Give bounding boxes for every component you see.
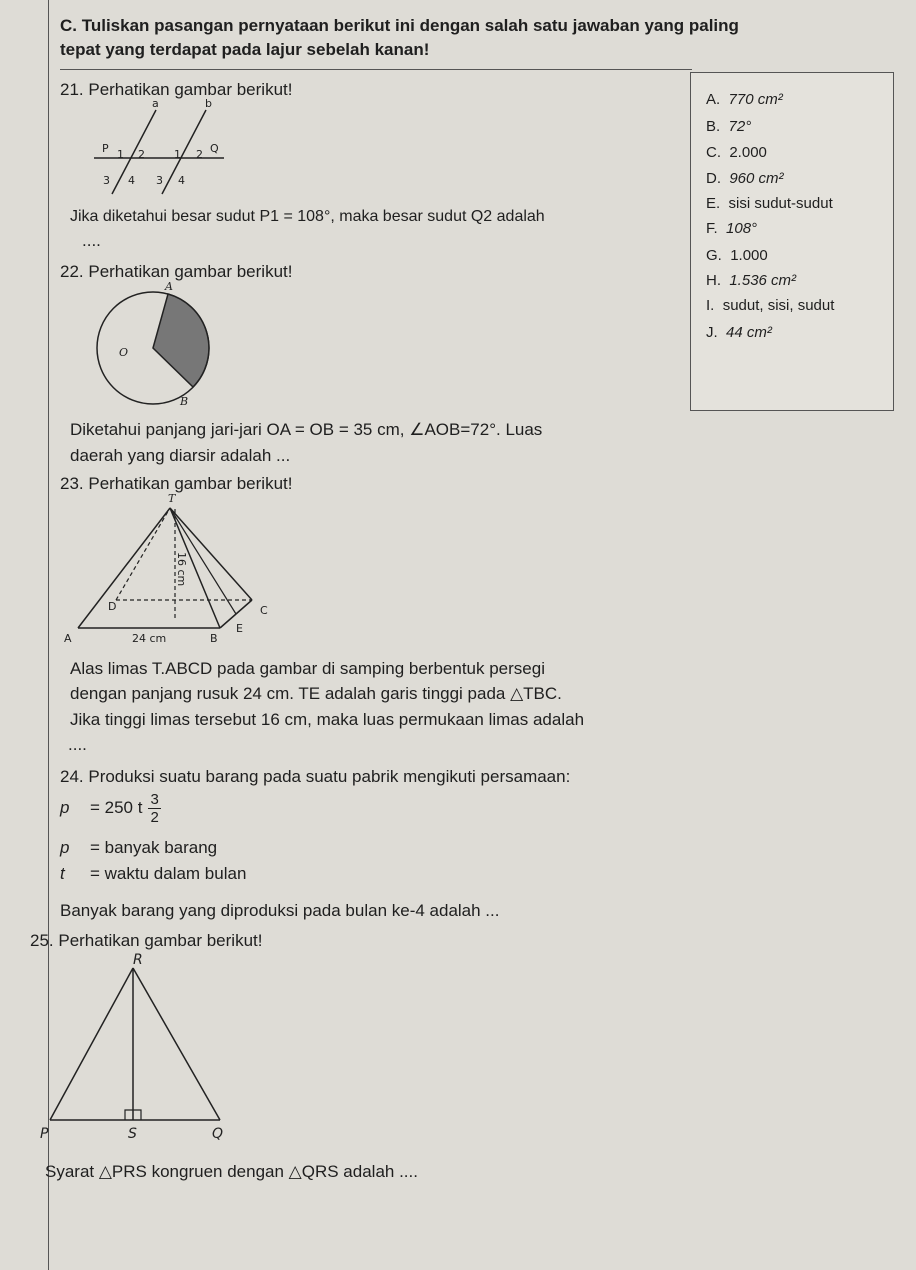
q22-line-2: daerah yang diarsir adalah ...: [70, 446, 291, 465]
q23-label-base: 24 cm: [132, 632, 167, 645]
q21-label-q: Q: [210, 142, 219, 155]
instruction-line-1: C. Tuliskan pasangan pernyataan berikut ini dengan salah satu jawaban yang paling: [60, 16, 739, 35]
q23-line-2: dengan panjang rusuk 24 cm. TE adalah garis tinggi pada △TBC.: [70, 684, 562, 703]
q24-def-t: t = waktu dalam bulan: [60, 864, 247, 883]
q23-title: 23. Perhatikan gambar berikut!: [60, 474, 293, 493]
q21-label-q3: 3: [156, 174, 163, 187]
q23-pyramid-figure: [60, 490, 280, 650]
q21-parallel-lines-figure: [90, 98, 230, 198]
option-e: E. sisi sudut-sudut: [706, 195, 833, 212]
header-divider: [60, 69, 692, 70]
q24-eq-num: 3: [150, 790, 159, 808]
q24-eq-den: 2: [150, 808, 159, 826]
q23-label-d: D: [108, 600, 117, 613]
q23-tail: ....: [68, 735, 87, 754]
q21-label-q2: 2: [196, 148, 203, 161]
q22-label-a: A: [165, 280, 173, 293]
instruction-line-2: tepat yang terdapat pada lajur sebelah kanan!: [60, 40, 430, 59]
q25-label-p: P: [40, 1126, 49, 1142]
q24-eq-fraction: [148, 791, 160, 826]
option-a: A. 770 cm²: [706, 91, 783, 108]
option-i: I. sudut, sisi, sudut: [706, 297, 835, 314]
option-f: F. 108°: [706, 220, 758, 237]
q23-label-height: 16 cm: [175, 552, 188, 587]
q23-label-c: C: [260, 604, 268, 617]
q24-eq-lhs: p: [60, 798, 70, 817]
q24-def-p: p = banyak barang: [60, 838, 218, 857]
q21-label-p3: 3: [103, 174, 110, 187]
q23-line-1: Alas limas T.ABCD pada gambar di samping berbentuk persegi: [70, 659, 545, 678]
q25-question: Syarat △PRS kongruen dengan △QRS adalah ....: [45, 1162, 418, 1181]
q21-body: Jika diketahui besar sudut P1 = 108°, maka besar sudut Q2 adalah: [70, 208, 545, 225]
q21-label-q1: 1: [174, 148, 181, 161]
q22-circle-sector-figure: [85, 280, 215, 410]
q22-line-1: Diketahui panjang jari-jari OA = OB = 35 cm, ∠AOB=72°. Luas: [70, 420, 543, 439]
option-g: G. 1.000: [706, 247, 768, 264]
q24-title: 24. Produksi suatu barang pada suatu pabrik mengikuti persamaan:: [60, 767, 571, 786]
q23-line-3: Jika tinggi limas tersebut 16 cm, maka luas permukaan limas adalah: [70, 710, 585, 729]
q25-label-s: S: [128, 1126, 137, 1142]
q23-label-t: T: [168, 492, 176, 505]
q21-tail: ....: [82, 231, 101, 250]
q23-label-a: A: [64, 632, 72, 645]
option-h: H. 1.536 cm²: [706, 272, 797, 289]
q24-question: Banyak barang yang diproduksi pada bulan ke-4 adalah ...: [60, 901, 500, 920]
q21-label-q4: 4: [178, 174, 185, 187]
q22-label-o: O: [119, 346, 129, 359]
q21-label-p1: 1: [117, 148, 124, 161]
option-b: B. 72°: [706, 118, 752, 135]
q24-equation: [60, 788, 161, 828]
q21-label-b: b: [205, 98, 212, 110]
option-d: D. 960 cm²: [706, 170, 784, 187]
q21-label-a: a: [152, 98, 159, 110]
q23-label-e: E: [236, 622, 243, 635]
q25-label-q: Q: [212, 1126, 224, 1142]
q23-label-b: B: [210, 632, 218, 645]
q25-label-r: R: [133, 952, 143, 968]
q21-label-p2: 2: [138, 148, 145, 161]
option-j: J. 44 cm²: [706, 324, 772, 341]
q21-title: 21. Perhatikan gambar berikut!: [60, 80, 293, 99]
option-c: C. 2.000: [706, 144, 767, 161]
q25-title: 25. Perhatikan gambar berikut!: [30, 931, 263, 950]
q25-triangle-figure: [30, 950, 240, 1150]
q21-label-p: P: [102, 142, 109, 155]
q21-label-p4: 4: [128, 174, 135, 187]
q22-label-b: B: [180, 395, 189, 408]
section-instruction: [60, 14, 905, 62]
q24-eq-mid: = 250 t: [90, 798, 143, 817]
q22-title: 22. Perhatikan gambar berikut!: [60, 262, 293, 281]
